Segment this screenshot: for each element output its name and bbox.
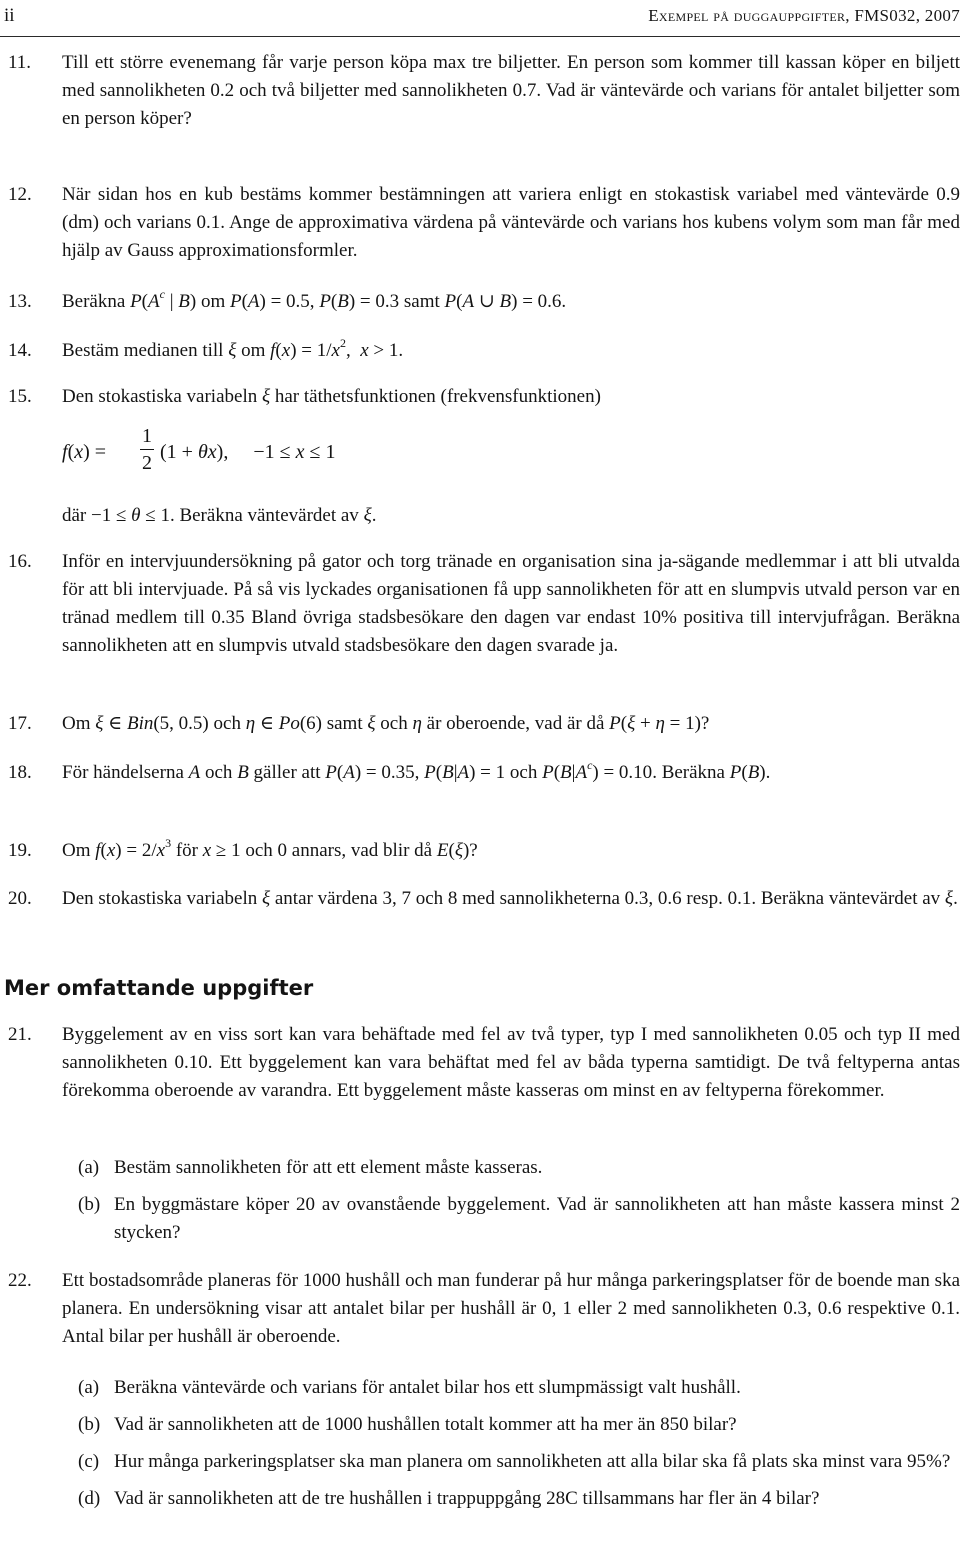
subproblem (62, 1154, 960, 1182)
problem-number: 15. (8, 386, 32, 407)
problem-text: Byggelement av en viss sort kan vara behäftade med fel av två typer, typ I med sannolikheten 0.05 och typ II med sannolikheten 0.10. Ett byggelement kan vara behäftat med fel av båda typerna samtidigt. De två feltyperna antas förekomma oberoende av varandra. Ett byggelement måste kasseras om minst en av feltyperna förekommer. (62, 1024, 960, 1101)
problem-text: Inför en intervjuundersökning på gator och torg tränade en organisation sina ja-sägande medlemmar i att bli utvalda för att bli intervjuade. På så vis lyckades organisationen få upp sannolikheten för att en slumpvis utvald person var en tränad medlem till 0.35 Bland övriga stadsbesökare den dagen var endast 10% positiva till intervjufrågan. Beräkna sannolikheten att en slumpvis utvald stadsbesökare den dagen svarade ja. (62, 551, 960, 656)
problem-18 (8, 759, 960, 787)
density-formula: f(x) = 1 2 (1 + θx), −1 ≤ x ≤ 1 (62, 425, 336, 474)
problem-number: 12. (8, 184, 32, 205)
problem-15-cont: där −1 ≤ θ ≤ 1. Beräkna väntevärdet av ξ. (62, 505, 377, 526)
problem-number: 22. (8, 1270, 32, 1291)
problem-text: Ett bostadsområde planeras för 1000 hushåll och man funderar på hur många parkeringsplatser för de boende man ska planera. En undersökning visar att antalet bilar per hushåll är 0, 1 eller 2 med sannolikheten 0.3, 0.6 respektive 0.1. Antal bilar per hushåll är oberoende. (62, 1270, 960, 1347)
problem-text: Om ξ ∈ Bin(5, 0.5) och η ∈ Po(6) samt ξ och η är oberoende, vad är då P(ξ + η = 1)? (62, 713, 710, 734)
problem-16 (8, 548, 960, 660)
subproblem (62, 1485, 960, 1513)
problem-17 (8, 710, 960, 738)
subproblem-label: (d) (78, 1488, 101, 1509)
problem-number: 11. (8, 52, 32, 73)
problem-number: 18. (8, 762, 32, 783)
problem-number: 20. (8, 888, 32, 909)
problem-text: För händelserna A och B gäller att P(A) = 0.35, P(B|A) = 1 och $P(B|A^c) = 0.10$. Beräkna P(B). (62, 757, 771, 783)
subproblem-text: Beräkna väntevärde och varians för antalet bilar hos ett slumpmässigt valt hushåll. (114, 1377, 741, 1398)
problem-14 (8, 337, 960, 365)
problem-20 (8, 885, 960, 913)
subproblem (62, 1374, 960, 1402)
problem-number: 13. (8, 291, 32, 312)
subproblem-text: Hur många parkeringsplatser ska man planera om sannolikheten att alla bilar ska få plats ska minst vara 95%? (114, 1451, 951, 1472)
subproblem-label: (a) (78, 1157, 100, 1178)
running-header: Exempel på duggauppgifter, FMS032, 2007 (648, 6, 960, 25)
problem-number: 21. (8, 1024, 32, 1045)
page-number: ii (4, 5, 15, 26)
subproblem (62, 1448, 960, 1476)
problem-15 (8, 383, 960, 411)
problem-number: 16. (8, 551, 32, 572)
problem-11 (8, 49, 960, 133)
problem-text: Den stokastiska variabeln ξ antar värdena 3, 7 och 8 med sannolikheterna 0.3, 0.6 resp. 0.1. Beräkna väntevärdet av ξ. (62, 888, 958, 909)
problem-21-parts (8, 1154, 960, 1247)
subproblem (62, 1411, 960, 1439)
problem-12 (8, 181, 960, 265)
problem-22 (8, 1267, 960, 1351)
header-rule (0, 36, 960, 37)
subproblem-text: Vad är sannolikheten att de 1000 hushållen totalt kommer att ha mer än 850 bilar? (114, 1414, 737, 1435)
problem-text: Beräkna $P(A^c$ | B) om P(A) = 0.5, P(B) = 0.3 samt P(A ∪ B) = 0.6. (62, 286, 567, 312)
subproblem-label: (b) (78, 1194, 101, 1215)
subproblem-text: Vad är sannolikheten att de tre hushållen i trappuppgång 28C tillsammans har fler än 4 bilar? (114, 1488, 820, 1509)
problem-text: När sidan hos en kub bestäms kommer bestämningen att variera enligt en stokastisk variabel med väntevärde 0.9 (dm) och varians 0.1. Ange de approximativa värdena på väntevärde och varians hos kubens volym som man får med hjälp av Gauss approximationsformler. (62, 184, 960, 261)
problem-19 (8, 837, 960, 865)
problem-13 (8, 288, 960, 316)
problem-number: 17. (8, 713, 32, 734)
subproblem-text: En byggmästare köper 20 av ovanstående byggelement. Vad är sannolikheten att han måste kassera minst 2 stycken? (114, 1194, 960, 1243)
problem-21 (8, 1021, 960, 1105)
subproblem-label: (c) (78, 1451, 100, 1472)
subproblem-label: (a) (78, 1377, 100, 1398)
problem-number: 14. (8, 340, 32, 361)
problem-text: Till ett större evenemang får varje person köpa max tre biljetter. En person som kommer till kassan köper en biljett med sannolikheten 0.2 och två biljetter med sannolikheten 0.7. Vad är väntevärde och varians för antalet biljetter som en person köper? (62, 52, 960, 129)
problem-22-parts (8, 1374, 960, 1513)
formula: P (130, 291, 142, 312)
subproblem-label: (b) (78, 1414, 101, 1435)
section-heading: Mer omfattande uppgifter (4, 976, 314, 1000)
problem-number: 19. (8, 840, 32, 861)
problem-text: Den stokastiska variabeln ξ har täthetsfunktionen (frekvensfunktionen) (62, 386, 601, 407)
problem-text: Bestäm medianen till ξ om $f(x) = 1/x^2$, x > 1. (62, 335, 404, 361)
subproblem (62, 1191, 960, 1247)
problem-text: Om $f(x) = 2/x^3$ för x ≥ 1 och 0 annars, vad blir då E(ξ)? (62, 835, 478, 861)
subproblem-text: Bestäm sannolikheten för att ett element måste kasseras. (114, 1157, 543, 1178)
